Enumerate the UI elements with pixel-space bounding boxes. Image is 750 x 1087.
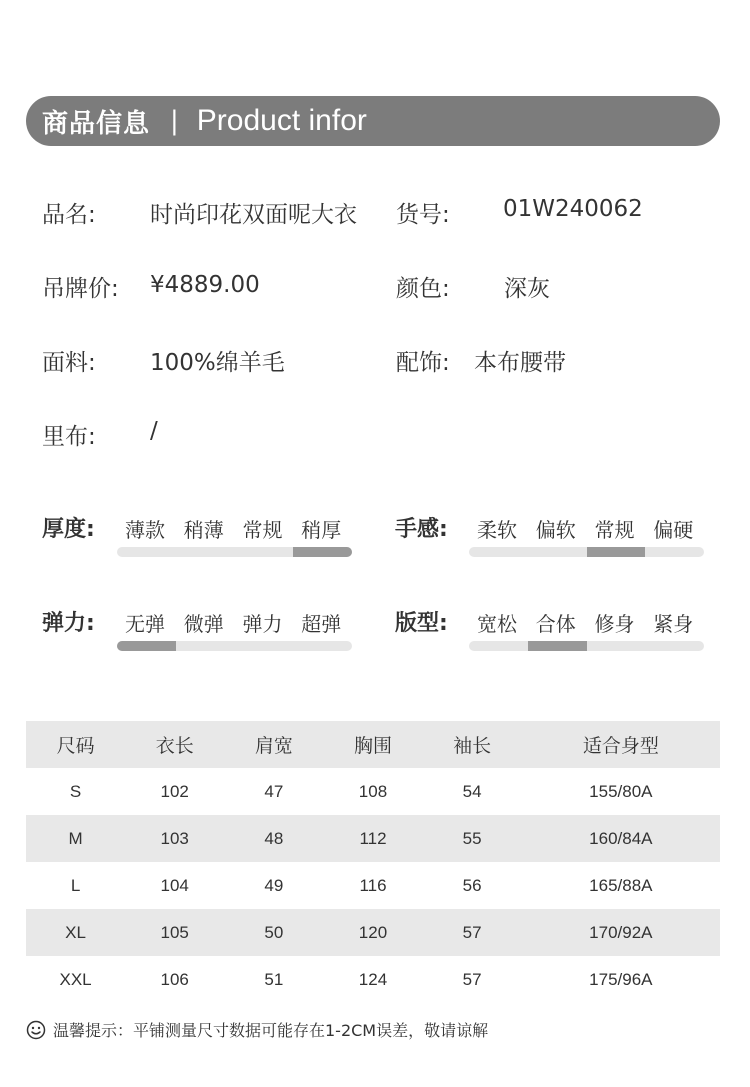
scale-option: 修身	[594, 612, 635, 636]
table-header-cell: 适合身型	[522, 721, 720, 768]
table-header-cell: 袖长	[423, 721, 522, 768]
table-cell: 56	[462, 875, 482, 895]
table-cell: 48	[224, 815, 323, 862]
table-cell: 51	[264, 969, 284, 989]
table-cell: 104	[160, 875, 189, 895]
scale-selected-marker	[587, 547, 646, 557]
scale-option: 合体	[535, 612, 576, 636]
scale-option: 无弹	[125, 612, 165, 636]
scale-option: 常规	[242, 518, 283, 542]
sku-value: 01W240062	[503, 196, 643, 222]
table-row	[26, 862, 720, 909]
scale-label: 手感:	[395, 517, 448, 542]
fabric-label: 面料:	[42, 350, 96, 376]
scale-option: 弹力	[242, 612, 283, 636]
table-cell: 55	[423, 815, 522, 862]
scale-option: 偏硬	[653, 518, 694, 542]
scale-track	[117, 641, 352, 651]
scale-option: 超弹	[301, 612, 342, 636]
table-cell: 165/88A	[589, 875, 653, 895]
header-title-en: Product infor	[196, 104, 367, 137]
scale-option: 薄款	[125, 518, 165, 542]
scale-option: 宽松	[477, 612, 517, 636]
table-header-cell: 衣长	[125, 721, 224, 768]
table-row	[26, 909, 720, 956]
lining-label: 里布:	[42, 424, 96, 450]
scale-label: 厚度:	[42, 517, 95, 542]
scale-selected-marker	[117, 641, 176, 651]
size-table-body	[26, 768, 720, 1003]
table-cell: 54	[462, 781, 482, 801]
scale-option: 紧身	[653, 612, 694, 636]
scale-label: 版型:	[395, 611, 448, 636]
table-cell: M	[26, 815, 125, 862]
table-cell: 57	[423, 909, 522, 956]
size-table	[26, 721, 720, 1003]
scale-track	[469, 641, 704, 651]
scale-track	[117, 547, 352, 557]
size-table-header	[26, 721, 720, 768]
footer-note	[26, 1018, 488, 1041]
table-row	[26, 768, 720, 815]
table-cell: L	[70, 875, 81, 895]
smile-icon	[26, 1020, 46, 1040]
header-separator: |	[170, 106, 179, 136]
table-cell: 102	[160, 781, 189, 801]
scale-selected-marker	[293, 547, 352, 557]
scale-option: 偏软	[535, 518, 576, 542]
color-value: 深灰	[504, 276, 550, 302]
lining-value: /	[150, 418, 158, 444]
table-cell: 49	[264, 875, 284, 895]
scale-option: 柔软	[477, 518, 517, 542]
table-cell: 120	[323, 909, 422, 956]
scale-track	[469, 547, 704, 557]
table-cell: S	[69, 781, 82, 801]
header-title-cn: 商品信息	[42, 108, 151, 139]
sku-label: 货号:	[396, 202, 450, 228]
table-cell: 112	[323, 815, 422, 862]
scale-option: 稍厚	[301, 518, 342, 542]
table-header-cell: 肩宽	[224, 721, 323, 768]
table-header-cell: 尺码	[26, 721, 125, 768]
table-cell: 116	[359, 875, 387, 895]
table-cell: XXL	[59, 969, 92, 989]
scale-option: 稍薄	[183, 518, 224, 542]
name-label: 品名:	[42, 202, 96, 228]
price-label: 吊牌价:	[42, 276, 119, 302]
table-cell: 50	[224, 909, 323, 956]
table-header-cell: 胸围	[323, 721, 422, 768]
table-cell: 103	[125, 815, 224, 862]
table-cell: XL	[26, 909, 125, 956]
table-cell: 57	[462, 969, 482, 989]
color-label: 颜色:	[396, 276, 450, 302]
accessory-label: 配饰:	[396, 350, 450, 376]
accessory-value: 本布腰带	[474, 350, 566, 376]
scale-option: 常规	[594, 518, 635, 542]
table-cell: 124	[358, 969, 388, 989]
table-cell: 108	[358, 781, 388, 801]
table-row	[26, 815, 720, 862]
price-value: ¥4889.00	[150, 272, 260, 298]
header-bar	[26, 96, 720, 146]
table-cell: 175/96A	[589, 969, 653, 989]
table-cell: 155/80A	[589, 781, 653, 801]
table-row	[26, 956, 720, 1003]
table-cell: 105	[125, 909, 224, 956]
fabric-value: 100%绵羊毛	[150, 350, 285, 376]
table-cell: 106	[160, 969, 189, 989]
name-value: 时尚印花双面呢大衣	[150, 202, 357, 228]
table-cell: 160/84A	[522, 815, 720, 862]
scale-option: 微弹	[183, 612, 224, 636]
scale-selected-marker	[528, 641, 587, 651]
footer-note-text: 温馨提示：平铺测量尺寸数据可能存在1-2CM误差，敬请谅解	[53, 1021, 489, 1040]
scale-label: 弹力:	[42, 611, 95, 636]
table-cell: 47	[264, 781, 284, 801]
table-cell: 170/92A	[522, 909, 720, 956]
